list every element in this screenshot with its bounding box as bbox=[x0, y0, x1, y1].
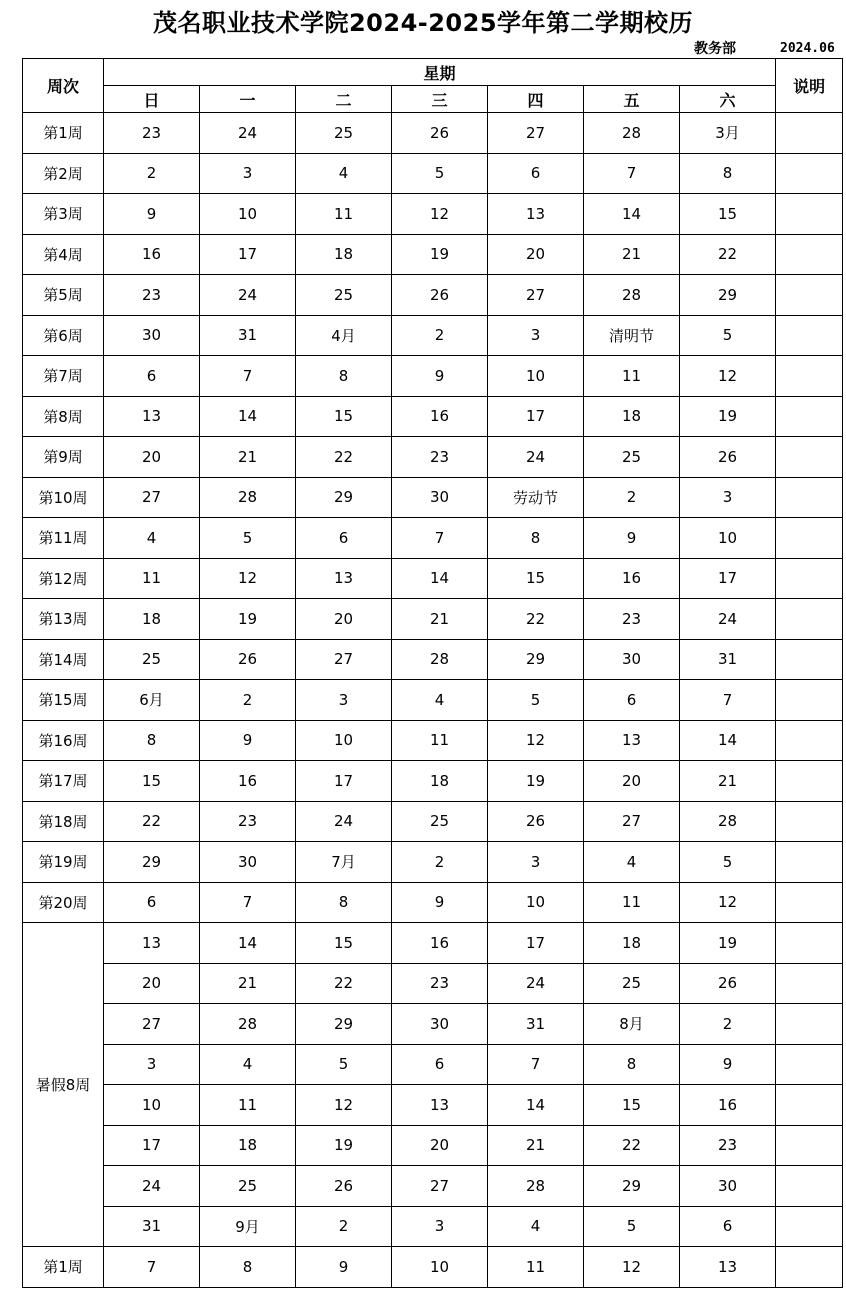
week-row bbox=[23, 315, 843, 356]
week-row bbox=[23, 396, 843, 437]
day-cell: 18 bbox=[104, 599, 200, 640]
day-cell: 25 bbox=[584, 437, 680, 478]
week-row bbox=[23, 639, 843, 680]
notes-cell bbox=[776, 923, 843, 964]
day-cell: 3 bbox=[200, 153, 296, 194]
week-row bbox=[23, 801, 843, 842]
day-cell: 12 bbox=[488, 720, 584, 761]
notes-cell bbox=[776, 275, 843, 316]
day-cell: 5 bbox=[392, 153, 488, 194]
day-cell: 24 bbox=[200, 113, 296, 154]
day-cell: 8 bbox=[296, 356, 392, 397]
day-cell: 2 bbox=[104, 153, 200, 194]
day-cell: 8 bbox=[488, 518, 584, 559]
day-cell: 6 bbox=[680, 1206, 776, 1247]
week-row bbox=[23, 194, 843, 235]
day-cell: 27 bbox=[488, 113, 584, 154]
day-cell: 23 bbox=[200, 801, 296, 842]
notes-cell bbox=[776, 477, 843, 518]
department-label: 教务部 bbox=[694, 41, 736, 57]
day-cell: 3 bbox=[296, 680, 392, 721]
day-cell: 19 bbox=[296, 1125, 392, 1166]
day-cell: 10 bbox=[200, 194, 296, 235]
day-cell: 23 bbox=[392, 963, 488, 1004]
day-cell: 6月 bbox=[104, 680, 200, 721]
day-cell: 16 bbox=[200, 761, 296, 802]
notes-cell bbox=[776, 963, 843, 1004]
summer-week-row bbox=[23, 1085, 843, 1126]
day-cell: 23 bbox=[104, 275, 200, 316]
day-cell: 23 bbox=[104, 113, 200, 154]
notes-cell bbox=[776, 113, 843, 154]
day-cell: 14 bbox=[392, 558, 488, 599]
notes-column-header: 说明 bbox=[776, 59, 843, 113]
notes-cell bbox=[776, 518, 843, 559]
next-term-week-row bbox=[23, 1247, 843, 1288]
day-cell: 23 bbox=[584, 599, 680, 640]
day-cell: 11 bbox=[296, 194, 392, 235]
day-cell: 30 bbox=[104, 315, 200, 356]
week-label: 第8周 bbox=[23, 396, 104, 437]
day-cell: 12 bbox=[200, 558, 296, 599]
day-cell: 15 bbox=[488, 558, 584, 599]
day-cell: 31 bbox=[680, 639, 776, 680]
day-cell: 5 bbox=[680, 315, 776, 356]
day-cell: 17 bbox=[680, 558, 776, 599]
day-cell: 16 bbox=[680, 1085, 776, 1126]
summer-label: 暑假8周 bbox=[23, 923, 104, 1247]
day-cell: 10 bbox=[488, 882, 584, 923]
day-cell: 19 bbox=[680, 923, 776, 964]
day-cell: 31 bbox=[104, 1206, 200, 1247]
day-cell: 30 bbox=[392, 1004, 488, 1045]
day-cell: 20 bbox=[488, 234, 584, 275]
day-cell: 16 bbox=[584, 558, 680, 599]
day-cell: 3 bbox=[680, 477, 776, 518]
day-cell: 21 bbox=[488, 1125, 584, 1166]
week-label: 第1周 bbox=[23, 113, 104, 154]
day-cell: 26 bbox=[392, 275, 488, 316]
day-cell: 25 bbox=[200, 1166, 296, 1207]
day-cell: 29 bbox=[296, 1004, 392, 1045]
summer-week-row bbox=[23, 923, 843, 964]
day-cell: 26 bbox=[680, 963, 776, 1004]
notes-cell bbox=[776, 599, 843, 640]
day-cell: 15 bbox=[584, 1085, 680, 1126]
weekday-header: 二 bbox=[296, 86, 392, 113]
day-cell: 21 bbox=[200, 437, 296, 478]
day-cell: 16 bbox=[104, 234, 200, 275]
week-row bbox=[23, 882, 843, 923]
day-cell: 29 bbox=[104, 842, 200, 883]
day-cell: 5 bbox=[200, 518, 296, 559]
week-row bbox=[23, 518, 843, 559]
weekday-header: 一 bbox=[200, 86, 296, 113]
week-row bbox=[23, 153, 843, 194]
notes-cell bbox=[776, 639, 843, 680]
day-cell: 10 bbox=[104, 1085, 200, 1126]
notes-cell bbox=[776, 882, 843, 923]
day-cell: 9 bbox=[392, 356, 488, 397]
day-cell: 26 bbox=[488, 801, 584, 842]
week-row bbox=[23, 113, 843, 154]
day-cell: 10 bbox=[392, 1247, 488, 1288]
day-cell: 24 bbox=[488, 437, 584, 478]
day-cell: 28 bbox=[200, 1004, 296, 1045]
day-cell: 4月 bbox=[296, 315, 392, 356]
day-cell: 2 bbox=[584, 477, 680, 518]
week-label: 第18周 bbox=[23, 801, 104, 842]
day-cell: 17 bbox=[296, 761, 392, 802]
day-cell: 25 bbox=[392, 801, 488, 842]
notes-cell bbox=[776, 356, 843, 397]
week-label: 第6周 bbox=[23, 315, 104, 356]
day-cell: 14 bbox=[584, 194, 680, 235]
day-cell: 19 bbox=[200, 599, 296, 640]
day-cell: 17 bbox=[488, 923, 584, 964]
day-cell: 29 bbox=[584, 1166, 680, 1207]
day-cell: 5 bbox=[488, 680, 584, 721]
day-cell: 3 bbox=[104, 1044, 200, 1085]
day-cell: 23 bbox=[680, 1125, 776, 1166]
day-cell: 14 bbox=[488, 1085, 584, 1126]
notes-cell bbox=[776, 680, 843, 721]
day-cell: 24 bbox=[296, 801, 392, 842]
day-cell: 12 bbox=[680, 356, 776, 397]
day-cell: 13 bbox=[584, 720, 680, 761]
summer-week-row bbox=[23, 1004, 843, 1045]
day-cell: 3 bbox=[488, 842, 584, 883]
day-cell: 28 bbox=[200, 477, 296, 518]
day-cell: 20 bbox=[104, 437, 200, 478]
day-cell: 5 bbox=[680, 842, 776, 883]
notes-cell bbox=[776, 437, 843, 478]
day-cell: 21 bbox=[392, 599, 488, 640]
day-cell: 12 bbox=[296, 1085, 392, 1126]
day-cell: 29 bbox=[680, 275, 776, 316]
notes-cell bbox=[776, 153, 843, 194]
day-cell: 13 bbox=[392, 1085, 488, 1126]
day-cell: 26 bbox=[200, 639, 296, 680]
day-cell: 13 bbox=[680, 1247, 776, 1288]
day-cell: 6 bbox=[584, 680, 680, 721]
day-cell: 30 bbox=[392, 477, 488, 518]
day-cell: 5 bbox=[584, 1206, 680, 1247]
day-cell: 20 bbox=[104, 963, 200, 1004]
weekday-header: 五 bbox=[584, 86, 680, 113]
week-label: 第5周 bbox=[23, 275, 104, 316]
day-cell: 2 bbox=[680, 1004, 776, 1045]
day-cell: 21 bbox=[200, 963, 296, 1004]
day-cell: 7 bbox=[200, 356, 296, 397]
day-cell: 23 bbox=[392, 437, 488, 478]
notes-cell bbox=[776, 1247, 843, 1288]
notes-cell bbox=[776, 558, 843, 599]
day-cell: 4 bbox=[200, 1044, 296, 1085]
day-cell: 10 bbox=[296, 720, 392, 761]
day-cell: 2 bbox=[296, 1206, 392, 1247]
day-cell: 9月 bbox=[200, 1206, 296, 1247]
day-cell: 22 bbox=[680, 234, 776, 275]
week-row bbox=[23, 599, 843, 640]
week-label: 第15周 bbox=[23, 680, 104, 721]
day-cell: 4 bbox=[488, 1206, 584, 1247]
day-cell: 19 bbox=[680, 396, 776, 437]
week-row bbox=[23, 842, 843, 883]
day-cell: 30 bbox=[200, 842, 296, 883]
day-cell: 11 bbox=[584, 882, 680, 923]
week-label: 第2周 bbox=[23, 153, 104, 194]
week-label: 第20周 bbox=[23, 882, 104, 923]
school-calendar-table bbox=[22, 58, 843, 1288]
day-cell: 24 bbox=[200, 275, 296, 316]
day-cell: 21 bbox=[584, 234, 680, 275]
day-cell: 8月 bbox=[584, 1004, 680, 1045]
day-cell: 3月 bbox=[680, 113, 776, 154]
day-cell: 7 bbox=[104, 1247, 200, 1288]
week-label: 第7周 bbox=[23, 356, 104, 397]
day-cell: 7 bbox=[488, 1044, 584, 1085]
week-label: 第1周 bbox=[23, 1247, 104, 1288]
notes-cell bbox=[776, 720, 843, 761]
day-cell: 16 bbox=[392, 396, 488, 437]
day-cell: 12 bbox=[680, 882, 776, 923]
day-cell: 28 bbox=[680, 801, 776, 842]
day-cell: 22 bbox=[296, 437, 392, 478]
weekday-header: 三 bbox=[392, 86, 488, 113]
day-cell: 15 bbox=[296, 923, 392, 964]
day-cell: 4 bbox=[584, 842, 680, 883]
day-cell: 28 bbox=[584, 275, 680, 316]
week-label: 第4周 bbox=[23, 234, 104, 275]
day-cell: 9 bbox=[680, 1044, 776, 1085]
summer-week-row bbox=[23, 1166, 843, 1207]
day-cell: 22 bbox=[584, 1125, 680, 1166]
day-cell: 21 bbox=[680, 761, 776, 802]
day-cell: 27 bbox=[296, 639, 392, 680]
day-cell: 31 bbox=[488, 1004, 584, 1045]
day-cell: 26 bbox=[680, 437, 776, 478]
day-cell: 劳动节 bbox=[488, 477, 584, 518]
week-label: 第9周 bbox=[23, 437, 104, 478]
day-cell: 27 bbox=[104, 477, 200, 518]
day-cell: 6 bbox=[392, 1044, 488, 1085]
day-cell: 20 bbox=[584, 761, 680, 802]
day-cell: 13 bbox=[104, 923, 200, 964]
day-cell: 27 bbox=[584, 801, 680, 842]
day-cell: 5 bbox=[296, 1044, 392, 1085]
day-cell: 15 bbox=[296, 396, 392, 437]
day-cell: 11 bbox=[200, 1085, 296, 1126]
day-cell: 18 bbox=[296, 234, 392, 275]
day-cell: 2 bbox=[392, 842, 488, 883]
week-label: 第10周 bbox=[23, 477, 104, 518]
day-cell: 31 bbox=[200, 315, 296, 356]
weekday-header: 六 bbox=[680, 86, 776, 113]
day-cell: 4 bbox=[104, 518, 200, 559]
day-cell: 15 bbox=[680, 194, 776, 235]
day-cell: 10 bbox=[680, 518, 776, 559]
week-column-header: 周次 bbox=[23, 59, 104, 113]
day-cell: 11 bbox=[104, 558, 200, 599]
day-cell: 8 bbox=[680, 153, 776, 194]
week-row bbox=[23, 275, 843, 316]
day-cell: 7 bbox=[392, 518, 488, 559]
notes-cell bbox=[776, 842, 843, 883]
day-cell: 8 bbox=[584, 1044, 680, 1085]
day-cell: 6 bbox=[296, 518, 392, 559]
day-cell: 17 bbox=[200, 234, 296, 275]
day-cell: 24 bbox=[488, 963, 584, 1004]
day-cell: 9 bbox=[392, 882, 488, 923]
day-cell: 8 bbox=[200, 1247, 296, 1288]
week-row bbox=[23, 437, 843, 478]
day-cell: 12 bbox=[392, 194, 488, 235]
day-cell: 13 bbox=[296, 558, 392, 599]
day-cell: 24 bbox=[104, 1166, 200, 1207]
calendar-body bbox=[23, 113, 843, 1288]
notes-cell bbox=[776, 801, 843, 842]
day-cell: 6 bbox=[104, 356, 200, 397]
notes-cell bbox=[776, 194, 843, 235]
day-cell: 4 bbox=[296, 153, 392, 194]
day-cell: 25 bbox=[296, 113, 392, 154]
day-cell: 11 bbox=[488, 1247, 584, 1288]
day-cell: 24 bbox=[680, 599, 776, 640]
day-cell: 7月 bbox=[296, 842, 392, 883]
day-cell: 17 bbox=[104, 1125, 200, 1166]
notes-cell bbox=[776, 315, 843, 356]
day-cell: 22 bbox=[296, 963, 392, 1004]
day-cell: 28 bbox=[488, 1166, 584, 1207]
week-label: 第19周 bbox=[23, 842, 104, 883]
day-cell: 18 bbox=[200, 1125, 296, 1166]
day-cell: 9 bbox=[104, 194, 200, 235]
day-cell: 15 bbox=[104, 761, 200, 802]
week-label: 第17周 bbox=[23, 761, 104, 802]
day-cell: 3 bbox=[488, 315, 584, 356]
day-cell: 7 bbox=[680, 680, 776, 721]
day-cell: 29 bbox=[296, 477, 392, 518]
day-cell: 30 bbox=[584, 639, 680, 680]
day-cell: 6 bbox=[488, 153, 584, 194]
week-row bbox=[23, 356, 843, 397]
day-cell: 30 bbox=[680, 1166, 776, 1207]
week-label: 第3周 bbox=[23, 194, 104, 235]
notes-cell bbox=[776, 396, 843, 437]
day-cell: 7 bbox=[200, 882, 296, 923]
day-cell: 8 bbox=[104, 720, 200, 761]
week-row bbox=[23, 761, 843, 802]
day-cell: 27 bbox=[488, 275, 584, 316]
day-cell: 13 bbox=[488, 194, 584, 235]
week-label: 第12周 bbox=[23, 558, 104, 599]
day-cell: 27 bbox=[392, 1166, 488, 1207]
day-cell: 14 bbox=[200, 923, 296, 964]
summer-week-row bbox=[23, 1044, 843, 1085]
week-row bbox=[23, 234, 843, 275]
day-cell: 20 bbox=[296, 599, 392, 640]
day-cell: 22 bbox=[104, 801, 200, 842]
day-cell: 16 bbox=[392, 923, 488, 964]
day-cell: 11 bbox=[584, 356, 680, 397]
day-cell: 20 bbox=[392, 1125, 488, 1166]
notes-cell bbox=[776, 1044, 843, 1085]
day-cell: 25 bbox=[104, 639, 200, 680]
day-cell: 9 bbox=[584, 518, 680, 559]
day-cell: 清明节 bbox=[584, 315, 680, 356]
day-cell: 2 bbox=[200, 680, 296, 721]
day-cell: 4 bbox=[392, 680, 488, 721]
day-cell: 17 bbox=[488, 396, 584, 437]
summer-week-row bbox=[23, 1125, 843, 1166]
notes-cell bbox=[776, 1085, 843, 1126]
day-cell: 28 bbox=[392, 639, 488, 680]
day-cell: 11 bbox=[392, 720, 488, 761]
week-row bbox=[23, 680, 843, 721]
summer-week-row bbox=[23, 963, 843, 1004]
week-row bbox=[23, 477, 843, 518]
day-cell: 22 bbox=[488, 599, 584, 640]
notes-cell bbox=[776, 761, 843, 802]
week-label: 第13周 bbox=[23, 599, 104, 640]
day-cell: 9 bbox=[200, 720, 296, 761]
day-cell: 29 bbox=[488, 639, 584, 680]
week-row bbox=[23, 558, 843, 599]
day-cell: 19 bbox=[392, 234, 488, 275]
day-cell: 9 bbox=[296, 1247, 392, 1288]
weekday-header: 四 bbox=[488, 86, 584, 113]
day-cell: 26 bbox=[296, 1166, 392, 1207]
notes-cell bbox=[776, 234, 843, 275]
calendar-title: 茂名职业技术学院2024-2025学年第二学期校历 bbox=[152, 9, 694, 37]
day-cell: 19 bbox=[488, 761, 584, 802]
day-cell: 27 bbox=[104, 1004, 200, 1045]
day-cell: 26 bbox=[392, 113, 488, 154]
day-cell: 25 bbox=[296, 275, 392, 316]
day-cell: 2 bbox=[392, 315, 488, 356]
day-cell: 12 bbox=[584, 1247, 680, 1288]
day-cell: 6 bbox=[104, 882, 200, 923]
notes-cell bbox=[776, 1125, 843, 1166]
week-label: 第11周 bbox=[23, 518, 104, 559]
day-cell: 28 bbox=[584, 113, 680, 154]
weekday-header: 日 bbox=[104, 86, 200, 113]
summer-week-row bbox=[23, 1206, 843, 1247]
day-cell: 14 bbox=[200, 396, 296, 437]
day-cell: 18 bbox=[584, 923, 680, 964]
day-cell: 8 bbox=[296, 882, 392, 923]
day-cell: 25 bbox=[584, 963, 680, 1004]
day-cell: 14 bbox=[680, 720, 776, 761]
day-cell: 18 bbox=[392, 761, 488, 802]
week-label: 第16周 bbox=[23, 720, 104, 761]
notes-cell bbox=[776, 1166, 843, 1207]
day-cell: 13 bbox=[104, 396, 200, 437]
day-cell: 10 bbox=[488, 356, 584, 397]
day-cell: 7 bbox=[584, 153, 680, 194]
week-label: 第14周 bbox=[23, 639, 104, 680]
notes-cell bbox=[776, 1206, 843, 1247]
weekday-group-header: 星期 bbox=[104, 59, 776, 86]
day-cell: 18 bbox=[584, 396, 680, 437]
day-cell: 3 bbox=[392, 1206, 488, 1247]
week-row bbox=[23, 720, 843, 761]
issue-date: 2024.06 bbox=[780, 41, 835, 56]
notes-cell bbox=[776, 1004, 843, 1045]
